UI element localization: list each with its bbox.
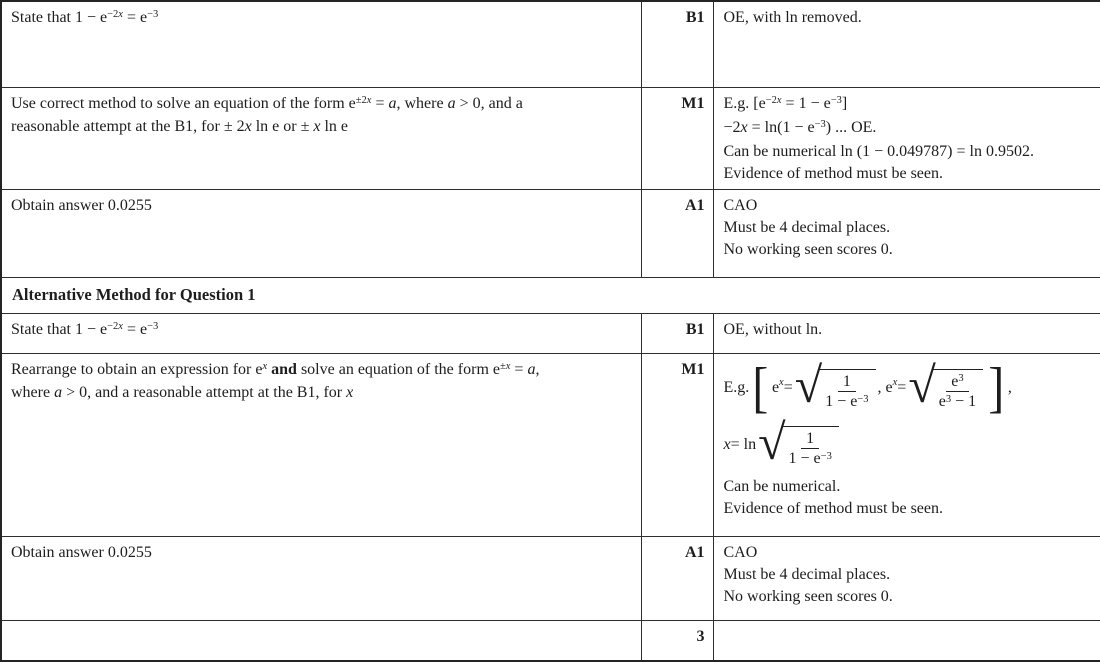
text-line: E.g. $[e^{-2x} = 1 - e^{-3}]$	[723, 94, 848, 112]
mark-cell: A1	[641, 536, 713, 620]
answer-cell: Use correct method to solve an equation of the form $e^{\pm 2x} = a$, where a > 0, and a reasonable attempt at the B1, for ± 2x ln e or ± x ln e	[1, 87, 641, 189]
comment-cell	[713, 353, 1100, 536]
text-line: OE, without ln.	[723, 320, 823, 338]
table-row	[1, 313, 1100, 353]
comment-cell	[713, 189, 1100, 277]
mark-cell: M1	[641, 87, 713, 189]
text-line: OE, with ln removed.	[723, 9, 862, 26]
square-root	[794, 356, 876, 413]
comment-cell	[713, 620, 1100, 661]
radical-sign: √	[758, 413, 786, 470]
square-root	[758, 413, 839, 470]
comment-cell	[713, 536, 1100, 620]
text-line: $-2x = \ln(1 - e^{-3})$ ... OE.	[723, 118, 877, 136]
answer-cell: State that $1 - e^{-2x} = e^{-3}$	[1, 1, 641, 87]
text-line: Evidence of method must be seen.	[723, 164, 943, 182]
text-line: Must be 4 decimal places.	[723, 565, 891, 583]
answer-cell: Rearrange to obtain an expression for $e^x$ and solve an equation of the form $e^{\pm x} = a$, where a > 0, and a reasonable attempt at the B1, for x	[1, 353, 641, 536]
mark-cell: B1	[641, 1, 713, 87]
fraction: $\frac{1}{1 - e^{-3}}$	[825, 372, 869, 411]
alternative-method-title: Alternative Method for Question 1	[12, 284, 256, 304]
radical-sign: √	[794, 356, 823, 413]
table-row-total	[1, 620, 1100, 661]
radical-sign: √	[908, 356, 936, 413]
text-line: No working seen scores 0.	[723, 240, 893, 258]
total-marks-cell: 3	[641, 620, 713, 661]
mark-cell: M1	[641, 353, 713, 536]
alternative-method-header-cell	[1, 277, 1100, 313]
big-bracket: [	[752, 356, 769, 419]
text-line: Must be 4 decimal places.	[723, 218, 891, 236]
fraction: $\frac{1}{1 - e^{-3}}$	[788, 429, 832, 468]
comment-cell	[713, 87, 1100, 189]
math-line: E.g. [ e x = √ $\frac{1}{1 - e^{-3}}$ , e x = √ $\frac{e^3}{e^3 - 1}$ ] ,	[723, 356, 1012, 419]
square-root	[908, 356, 983, 413]
text-line: Evidence of method must be seen.	[723, 499, 943, 517]
comment-cell	[713, 313, 1100, 353]
table-row	[1, 353, 1100, 536]
table-row	[1, 189, 1100, 277]
table-row	[1, 1, 1100, 87]
mark-cell: A1	[641, 189, 713, 277]
text-line: CAO	[723, 196, 758, 214]
math-line: x = ln √ $\frac{1}{1 - e^{-3}}$	[724, 420, 1091, 470]
text-line: No working seen scores 0.	[723, 587, 893, 605]
answer-cell: Obtain answer 0.0255	[1, 536, 641, 620]
table-row-alternative-header	[1, 277, 1100, 313]
text-line: CAO	[723, 543, 758, 561]
answer-cell	[1, 620, 641, 661]
text-line: Can be numerical ln (1 − 0.049787) = ln 0.9502.	[723, 142, 1034, 160]
fraction: $\frac{e^3}{e^3 - 1}$	[938, 372, 977, 411]
big-bracket: ]	[988, 356, 1005, 419]
answer-cell: State that $1 - e^{-2x} = e^{-3}$	[1, 313, 641, 353]
comment-cell	[713, 1, 1100, 87]
mark-cell: B1	[641, 313, 713, 353]
table-row	[1, 536, 1100, 620]
table-row	[1, 87, 1100, 189]
text-line: Can be numerical.	[723, 477, 841, 495]
answer-cell: Obtain answer 0.0255	[1, 189, 641, 277]
